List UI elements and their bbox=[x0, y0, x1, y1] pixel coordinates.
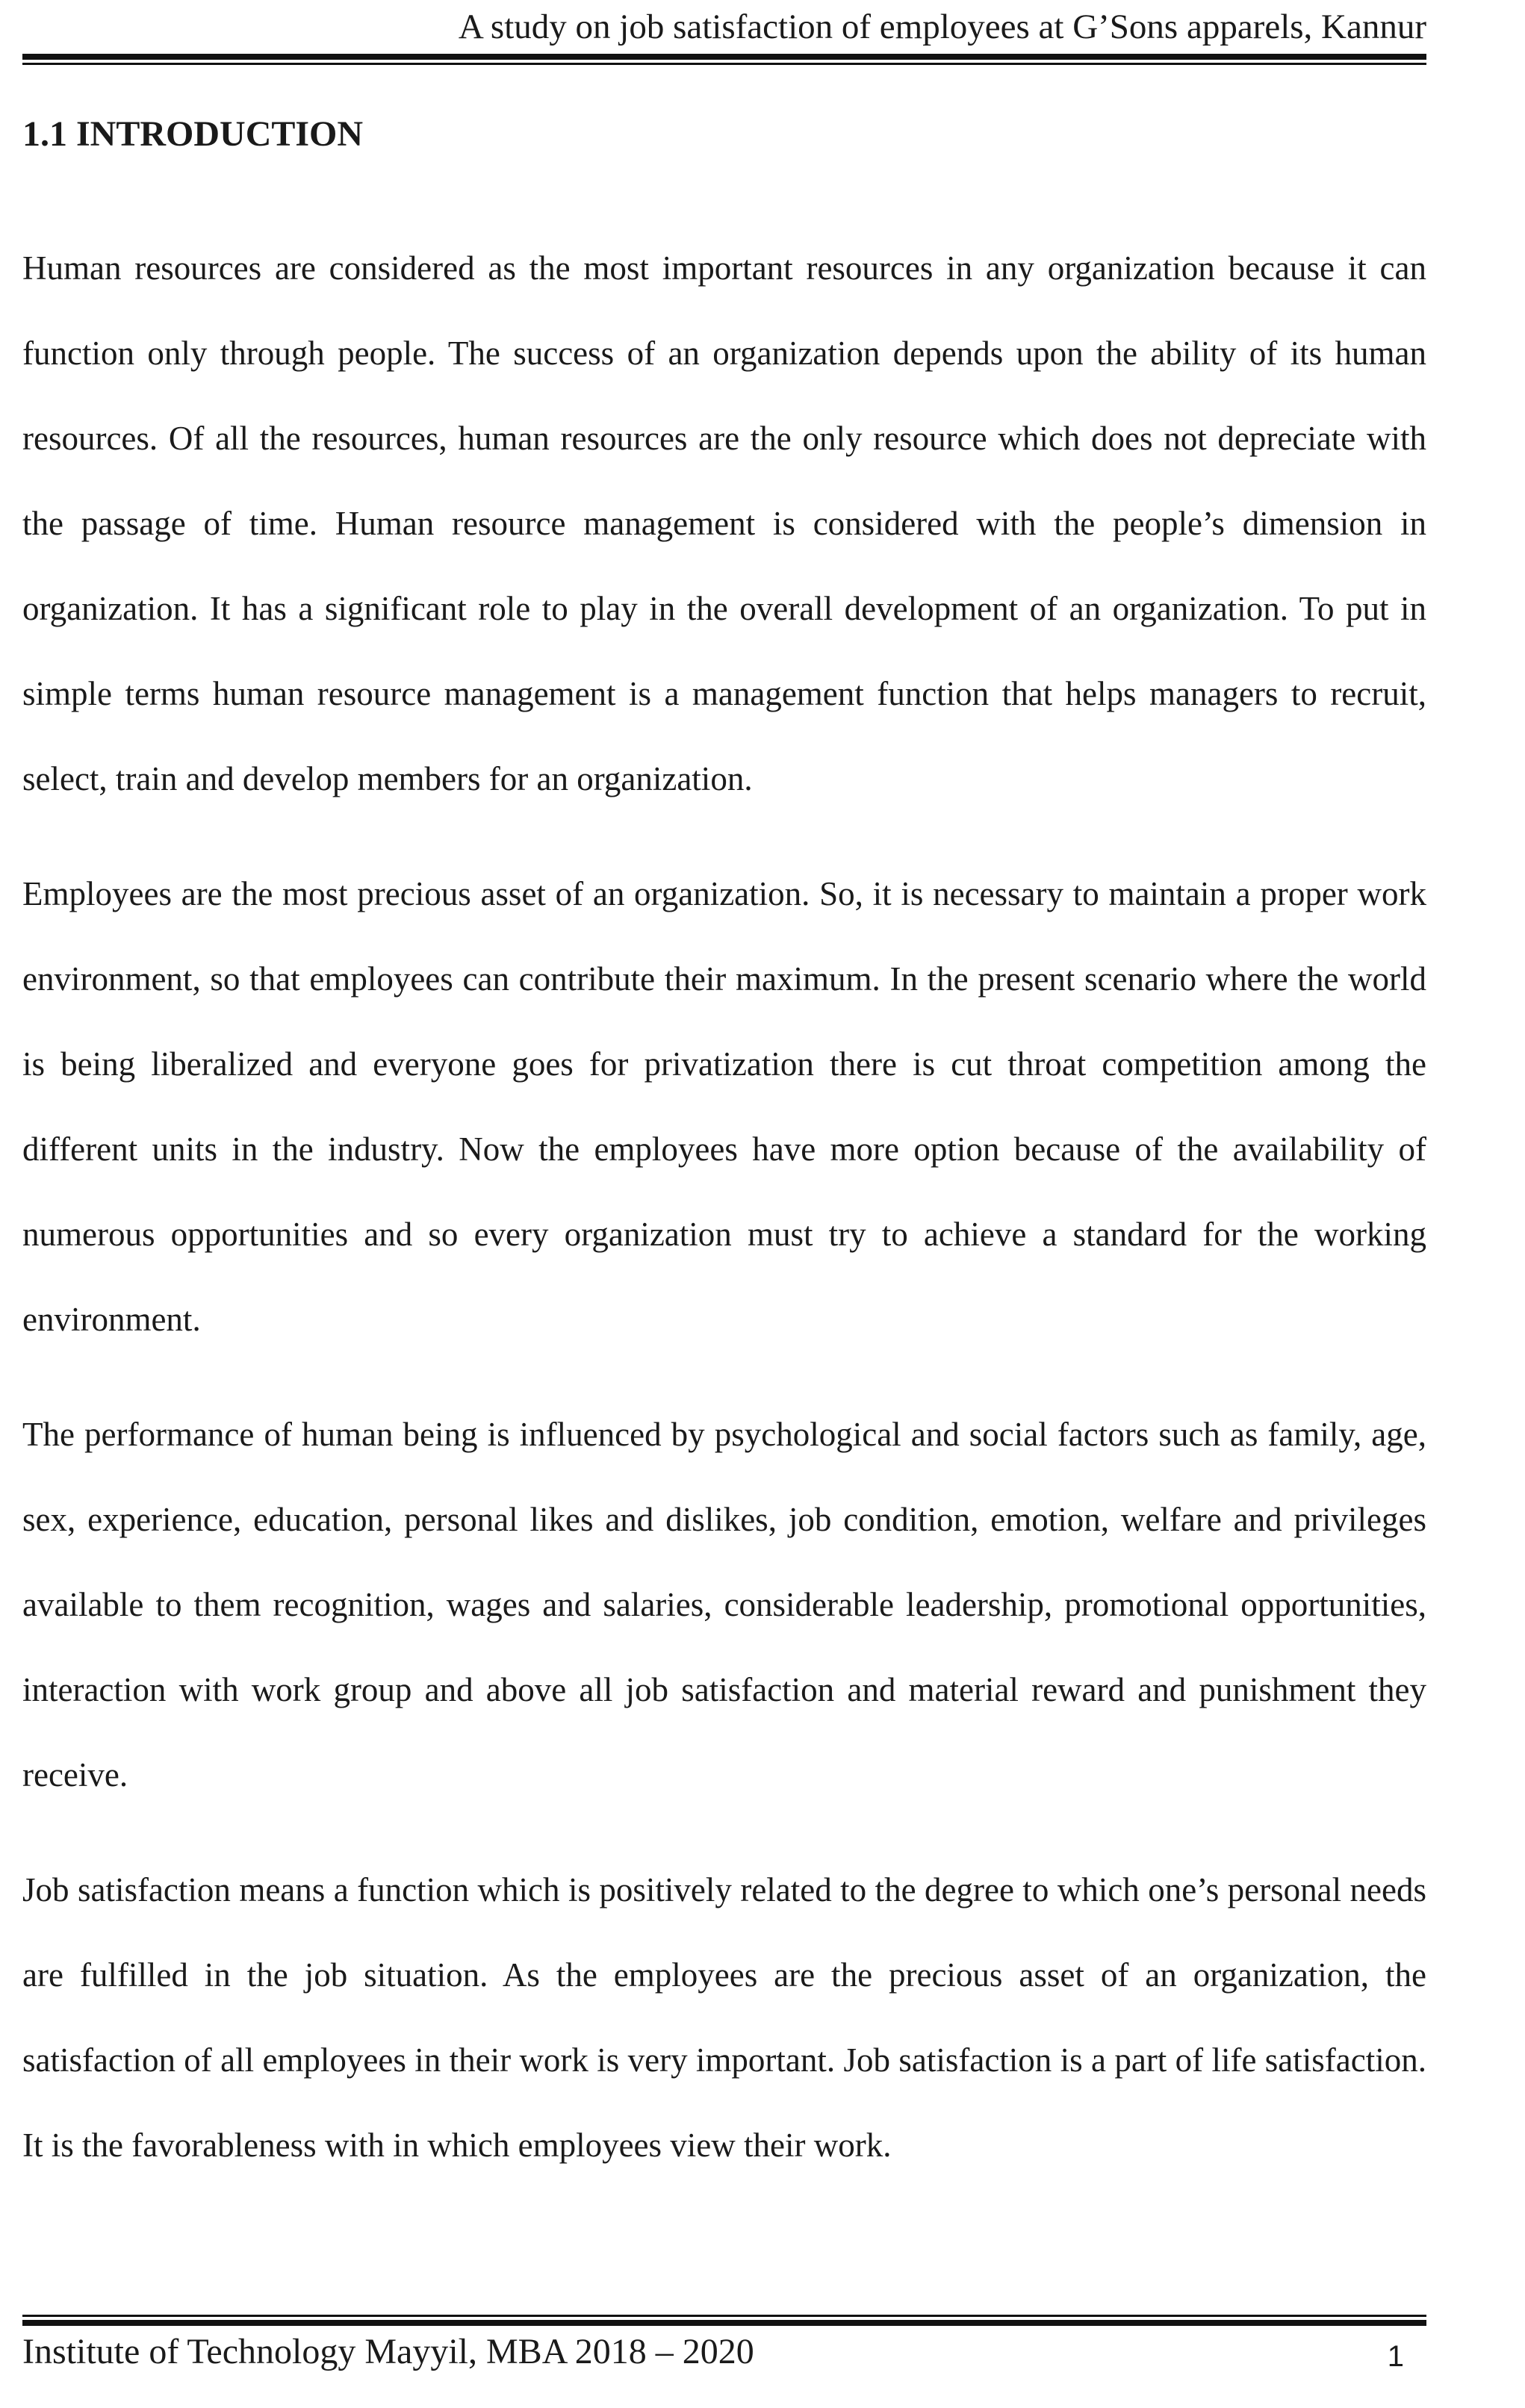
paragraph: The performance of human being is influenced by psychological and social factors such as family, age, sex, experience, education, personal likes and dislikes, job condition, emotion, welfare and privileges available to them recognition, wages and salaries, considerable leadership, promotional opportunities, interaction with work group and above all job satisfaction and material reward and punishment they receive. bbox=[22, 1416, 1426, 1793]
section-heading: 1.1 INTRODUCTION bbox=[22, 114, 364, 154]
footer-institution: Institute of Technology Mayyil, MBA 2018 – 2020 bbox=[22, 2332, 754, 2371]
page-number: 1 bbox=[1387, 2340, 1404, 2373]
paragraph: Employees are the most precious asset of an organization. So, it is necessary to maintain a proper work environment, so that employees can contribute their maximum. In the present scenario where the world is being liberalized and everyone goes for privatization there is cut throat competition among the different units in the industry. Now the employees have more option because of the availability of numerous opportunities and so every organization must try to achieve a standard for the working environment. bbox=[22, 875, 1426, 1338]
body-text bbox=[22, 225, 1426, 2218]
footer-rule-thick bbox=[22, 2320, 1426, 2326]
paragraph: Job satisfaction means a function which is positively related to the degree to which one’s personal needs are fulfilled in the job situation. As the employees are the precious asset of an organization, the satisfaction of all employees in their work is very important. Job satisfaction is a part of life satisfaction. It is the favorableness with in which employees view their work. bbox=[22, 1871, 1426, 2164]
header-rule-thin bbox=[22, 63, 1426, 65]
footer-rule-thin bbox=[22, 2315, 1426, 2317]
running-header: A study on job satisfaction of employees at G’Sons apparels, Kannur bbox=[458, 7, 1426, 46]
paragraph: Human resources are considered as the most important resources in any organization because it can function only through people. The success of an organization depends upon the ability of its human resources. Of all the resources, human resources are the only resource which does not depreciate with the passage of time. Human resource management is considered with the people’s dimension in organization. It has a significant role to play in the overall development of an organization. To put in simple terms human resource management is a management function that helps managers to recruit, select, train and develop members for an organization. bbox=[22, 249, 1426, 797]
header-rule-thick bbox=[22, 54, 1426, 60]
document-page bbox=[22, 0, 1426, 2408]
